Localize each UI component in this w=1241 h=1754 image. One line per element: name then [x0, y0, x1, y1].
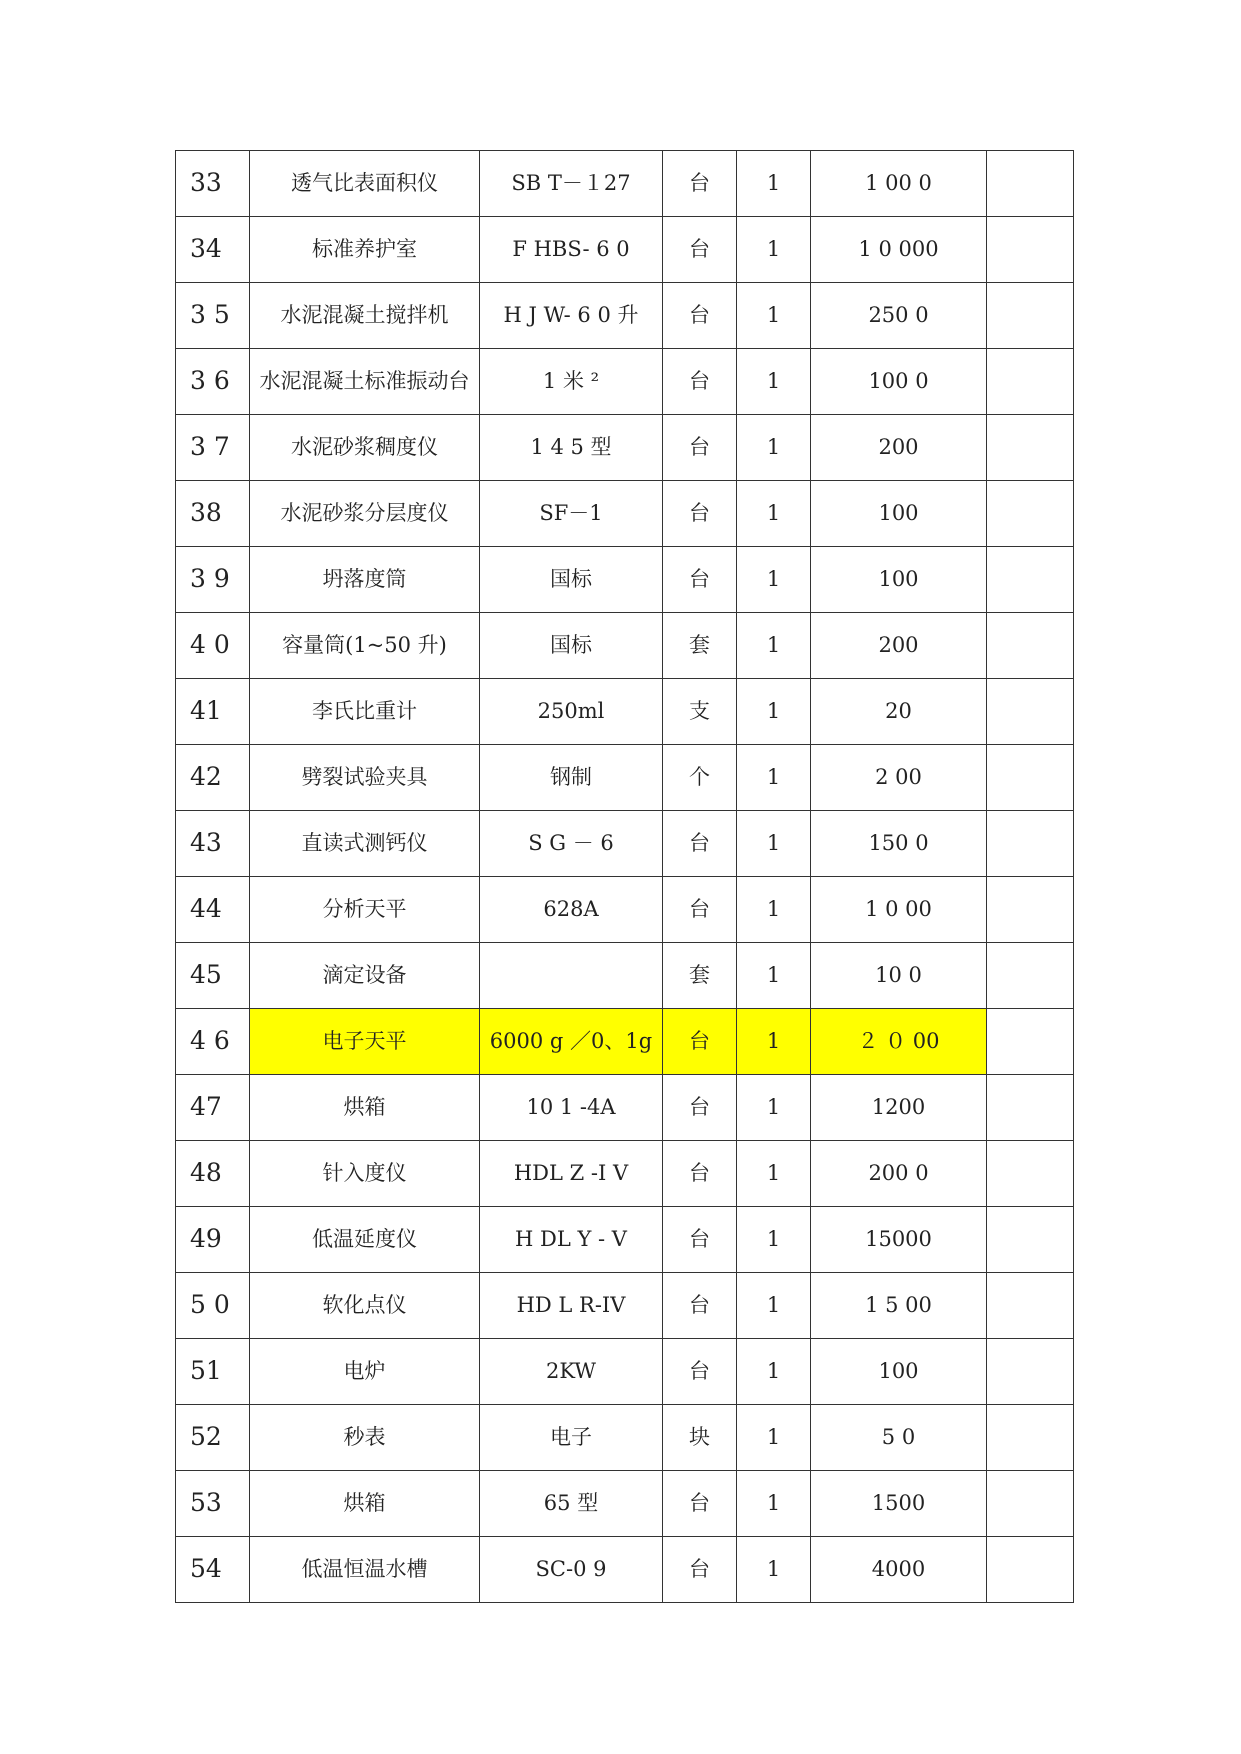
quantity-cell: 1 [737, 1141, 811, 1207]
quantity-cell: 1 [737, 1471, 811, 1537]
equipment-name-cell: 秒表 [250, 1405, 480, 1471]
unit-cell: 台 [663, 1537, 737, 1603]
model-spec-cell: 250ml [480, 679, 663, 745]
row-number-cell: 51 [176, 1339, 250, 1405]
equipment-name-cell: 水泥混凝土搅拌机 [250, 283, 480, 349]
table-row [176, 943, 1074, 1009]
model-spec-cell: SC-0 9 [480, 1537, 663, 1603]
row-number-cell: 49 [176, 1207, 250, 1273]
model-spec-cell: 电子 [480, 1405, 663, 1471]
unit-cell: 台 [663, 1009, 737, 1075]
table-row [176, 679, 1074, 745]
unit-cell: 支 [663, 679, 737, 745]
table-row [176, 1075, 1074, 1141]
row-number-cell: 41 [176, 679, 250, 745]
table-row [176, 1537, 1074, 1603]
price-cell: 1 5 00 [811, 1273, 987, 1339]
quantity-cell: 1 [737, 547, 811, 613]
model-spec-cell: 钢制 [480, 745, 663, 811]
price-cell: 5 0 [811, 1405, 987, 1471]
row-number-cell: 4 6 [176, 1009, 250, 1075]
table-row [176, 415, 1074, 481]
row-number-cell: 3 5 [176, 283, 250, 349]
model-spec-cell: F HBS- 6 0 [480, 217, 663, 283]
unit-cell: 套 [663, 613, 737, 679]
table-row [176, 1339, 1074, 1405]
equipment-name-cell: 水泥砂浆分层度仪 [250, 481, 480, 547]
remark-cell [987, 679, 1074, 745]
remark-cell [987, 547, 1074, 613]
row-number-cell: 5 0 [176, 1273, 250, 1339]
unit-cell: 台 [663, 1339, 737, 1405]
row-number-cell: 47 [176, 1075, 250, 1141]
row-number-cell: 48 [176, 1141, 250, 1207]
unit-cell: 台 [663, 877, 737, 943]
table-row [176, 613, 1074, 679]
price-cell: 15000 [811, 1207, 987, 1273]
price-cell: 100 [811, 481, 987, 547]
remark-cell [987, 1405, 1074, 1471]
unit-cell: 台 [663, 1141, 737, 1207]
quantity-cell: 1 [737, 151, 811, 217]
remark-cell [987, 1207, 1074, 1273]
unit-cell: 台 [663, 1471, 737, 1537]
row-number-cell: 4 0 [176, 613, 250, 679]
row-number-cell: 53 [176, 1471, 250, 1537]
price-cell: ２ ０ 00 [811, 1009, 987, 1075]
remark-cell [987, 745, 1074, 811]
unit-cell: 台 [663, 349, 737, 415]
table-row [176, 481, 1074, 547]
unit-cell: 台 [663, 811, 737, 877]
row-number-cell: 38 [176, 481, 250, 547]
quantity-cell: 1 [737, 1075, 811, 1141]
quantity-cell: 1 [737, 745, 811, 811]
unit-cell: 块 [663, 1405, 737, 1471]
unit-cell: 台 [663, 283, 737, 349]
table-row [176, 1141, 1074, 1207]
model-spec-cell: SB T－１27 [480, 151, 663, 217]
table-row [176, 1471, 1074, 1537]
remark-cell [987, 151, 1074, 217]
quantity-cell: 1 [737, 415, 811, 481]
unit-cell: 台 [663, 151, 737, 217]
remark-cell [987, 1075, 1074, 1141]
remark-cell [987, 217, 1074, 283]
quantity-cell: 1 [737, 217, 811, 283]
quantity-cell: 1 [737, 1009, 811, 1075]
unit-cell: 台 [663, 547, 737, 613]
remark-cell [987, 349, 1074, 415]
unit-cell: 台 [663, 415, 737, 481]
unit-cell: 台 [663, 481, 737, 547]
price-cell: 10 0 [811, 943, 987, 1009]
model-spec-cell: 国标 [480, 613, 663, 679]
row-number-cell: 42 [176, 745, 250, 811]
equipment-name-cell: 李氏比重计 [250, 679, 480, 745]
table-row [176, 1207, 1074, 1273]
remark-cell [987, 877, 1074, 943]
table-row [176, 1273, 1074, 1339]
unit-cell: 个 [663, 745, 737, 811]
quantity-cell: 1 [737, 613, 811, 679]
model-spec-cell: HDL Z -I V [480, 1141, 663, 1207]
equipment-name-cell: 低温恒温水槽 [250, 1537, 480, 1603]
remark-cell [987, 1273, 1074, 1339]
quantity-cell: 1 [737, 283, 811, 349]
table-row [176, 1405, 1074, 1471]
quantity-cell: 1 [737, 679, 811, 745]
price-cell: 100 [811, 547, 987, 613]
model-spec-cell: SF－1 [480, 481, 663, 547]
quantity-cell: 1 [737, 1273, 811, 1339]
row-number-cell: 3 9 [176, 547, 250, 613]
quantity-cell: 1 [737, 1207, 811, 1273]
table-row [176, 547, 1074, 613]
price-cell: 200 0 [811, 1141, 987, 1207]
table-row [176, 811, 1074, 877]
model-spec-cell: 628A [480, 877, 663, 943]
model-spec-cell: 10 1 -4A [480, 1075, 663, 1141]
price-cell: 1 0 00 [811, 877, 987, 943]
model-spec-cell [480, 943, 663, 1009]
remark-cell [987, 1009, 1074, 1075]
equipment-name-cell: 容量筒(1~50 升) [250, 613, 480, 679]
row-number-cell: 43 [176, 811, 250, 877]
equipment-name-cell: 透气比表面积仪 [250, 151, 480, 217]
row-number-cell: 54 [176, 1537, 250, 1603]
equipment-name-cell: 低温延度仪 [250, 1207, 480, 1273]
remark-cell [987, 1537, 1074, 1603]
remark-cell [987, 943, 1074, 1009]
equipment-name-cell: 软化点仪 [250, 1273, 480, 1339]
table-row [176, 217, 1074, 283]
price-cell: 200 [811, 415, 987, 481]
unit-cell: 台 [663, 1075, 737, 1141]
model-spec-cell: S G － 6 [480, 811, 663, 877]
quantity-cell: 1 [737, 1405, 811, 1471]
remark-cell [987, 613, 1074, 679]
table-row [176, 151, 1074, 217]
row-number-cell: 34 [176, 217, 250, 283]
row-number-cell: 33 [176, 151, 250, 217]
equipment-name-cell: 水泥砂浆稠度仪 [250, 415, 480, 481]
quantity-cell: 1 [737, 349, 811, 415]
equipment-name-cell: 分析天平 [250, 877, 480, 943]
unit-cell: 套 [663, 943, 737, 1009]
table-row [176, 349, 1074, 415]
table-row [176, 283, 1074, 349]
price-cell: 1 0 000 [811, 217, 987, 283]
quantity-cell: 1 [737, 943, 811, 1009]
remark-cell [987, 283, 1074, 349]
price-cell: 250 0 [811, 283, 987, 349]
equipment-name-cell: 电炉 [250, 1339, 480, 1405]
price-cell: 2 00 [811, 745, 987, 811]
table-row [176, 1009, 1074, 1075]
remark-cell [987, 1471, 1074, 1537]
equipment-name-cell: 烘箱 [250, 1075, 480, 1141]
equipment-name-cell: 针入度仪 [250, 1141, 480, 1207]
price-cell: 20 [811, 679, 987, 745]
price-cell: 4000 [811, 1537, 987, 1603]
price-cell: 150 0 [811, 811, 987, 877]
remark-cell [987, 1339, 1074, 1405]
unit-cell: 台 [663, 1273, 737, 1339]
remark-cell [987, 481, 1074, 547]
row-number-cell: 44 [176, 877, 250, 943]
equipment-name-cell: 滴定设备 [250, 943, 480, 1009]
quantity-cell: 1 [737, 1339, 811, 1405]
equipment-table [175, 150, 1074, 1603]
row-number-cell: 45 [176, 943, 250, 1009]
unit-cell: 台 [663, 217, 737, 283]
remark-cell [987, 415, 1074, 481]
table-row [176, 877, 1074, 943]
model-spec-cell: 65 型 [480, 1471, 663, 1537]
equipment-name-cell: 劈裂试验夹具 [250, 745, 480, 811]
model-spec-cell: 2KW [480, 1339, 663, 1405]
table-row [176, 745, 1074, 811]
row-number-cell: 52 [176, 1405, 250, 1471]
model-spec-cell: HD L R-IV [480, 1273, 663, 1339]
equipment-name-cell: 标准养护室 [250, 217, 480, 283]
remark-cell [987, 1141, 1074, 1207]
equipment-name-cell: 烘箱 [250, 1471, 480, 1537]
price-cell: 200 [811, 613, 987, 679]
price-cell: 1 00 0 [811, 151, 987, 217]
price-cell: 1200 [811, 1075, 987, 1141]
price-cell: 1500 [811, 1471, 987, 1537]
unit-cell: 台 [663, 1207, 737, 1273]
quantity-cell: 1 [737, 811, 811, 877]
model-spec-cell: 6000 g ／0、1g [480, 1009, 663, 1075]
price-cell: 100 0 [811, 349, 987, 415]
equipment-name-cell: 水泥混凝土标准振动台 [250, 349, 480, 415]
model-spec-cell: 国标 [480, 547, 663, 613]
remark-cell [987, 811, 1074, 877]
price-cell: 100 [811, 1339, 987, 1405]
quantity-cell: 1 [737, 877, 811, 943]
model-spec-cell: 1 米 ² [480, 349, 663, 415]
equipment-table-body [176, 151, 1074, 1603]
quantity-cell: 1 [737, 481, 811, 547]
quantity-cell: 1 [737, 1537, 811, 1603]
equipment-name-cell: 坍落度筒 [250, 547, 480, 613]
model-spec-cell: H J W- 6 0 升 [480, 283, 663, 349]
row-number-cell: 3 7 [176, 415, 250, 481]
equipment-name-cell: 直读式测钙仪 [250, 811, 480, 877]
model-spec-cell: 1 4 5 型 [480, 415, 663, 481]
equipment-name-cell: 电子天平 [250, 1009, 480, 1075]
row-number-cell: 3 6 [176, 349, 250, 415]
model-spec-cell: H DL Y - V [480, 1207, 663, 1273]
